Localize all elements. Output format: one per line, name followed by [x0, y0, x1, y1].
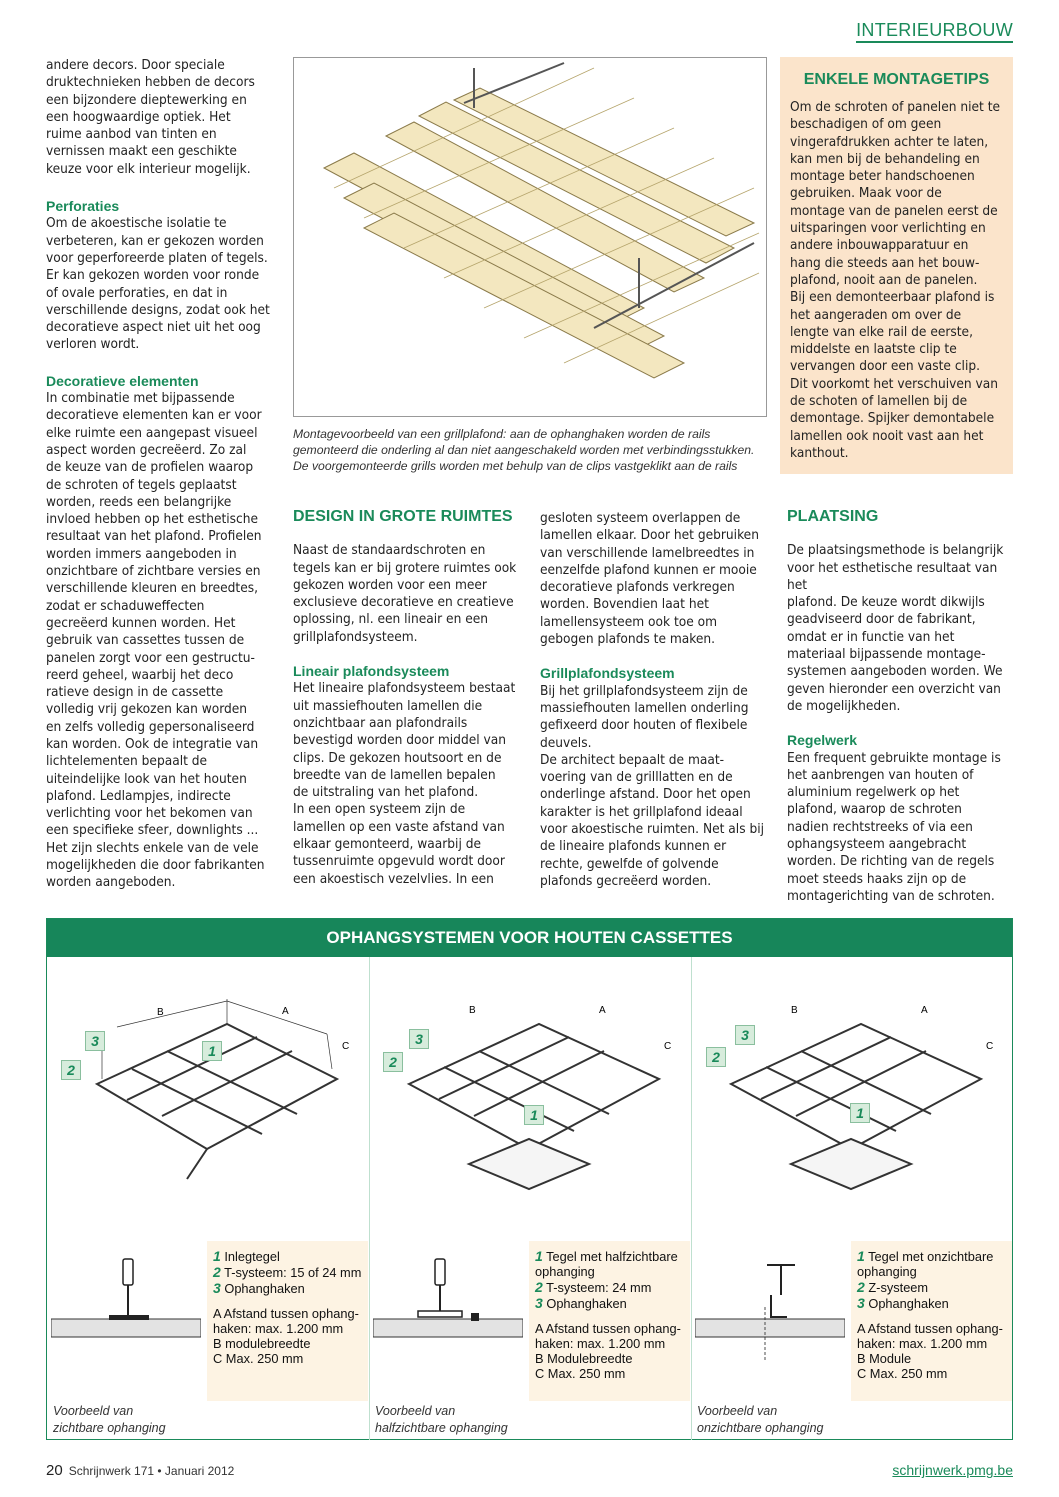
callout-1: 1	[850, 1103, 870, 1123]
montagetips-text: Om de schroten of panelen niet te beschadigen of om geen vingerafdrukken achter te laten, kan men bij de behandeling en montage beter handschoenen gebruiken. Maak voor de montage van de panelen eerst de uitsparingen voor verlichting en andere inbouwapparatuur en hang die steeds aan het bouw- plafond, nooit aan de panelen. Bij een demonteerbaar plafond is het aangeraden om over de lengte van elke rail de eerste, middelste en laatste clip te vervangen door een vaste clip. Dit voorkomt het verschuiven van de schoten of lamellen bij de demontage. Spijker demontabele lamellen ook nooit vast aan het kanthout.	[790, 99, 1001, 461]
section-tag: INTERIEURBOUW	[856, 20, 1013, 43]
grill-paragraph: Bij het grillplafondsysteem zijn de massiefhouten lamellen onderling gefixeerd door houten of flexibele deuvels. De architect bepaalt de maat- voering van de grilllatten en de onderlinge afstand. Door het open karakter is het grillplafond ideaal voor akoestische ruimten. Net als bij de lineaire plafonds kunnen er rechte, gewelfde of golvende plafonds gecreëerd worden.	[540, 682, 765, 889]
onzichtbare-grid-diagram	[701, 989, 1001, 1199]
dimension-c-label: C	[342, 1041, 350, 1052]
caption-halfzichtbare: Voorbeeld van halfzichtbare ophanging	[375, 1404, 508, 1435]
grill-heading: Grillplafondsysteem	[540, 665, 675, 682]
halfzichtbare-grid-diagram	[379, 989, 679, 1199]
callout-1: 1	[202, 1041, 222, 1061]
publication-info: Schrijnwerk 171 • Januari 2012	[68, 1464, 235, 1478]
perforaties-paragraph: Om de akoestische isolatie te verbeteren, kan er gekozen worden voor geperforeerde platen of tegels. Er kan gekozen worden voor ronde of ovale perforaties, en dat in verschillende designs, zodat ook het decoratieve aspect niet uit het oog verloren wordt.	[46, 215, 270, 353]
design-heading: DESIGN IN GROTE RUIMTES	[293, 508, 513, 525]
legend-2: 1 Tegel met halfzichtbare ophanging 2 T-systeem: 24 mm 3 Ophanghaken A Afstand tussen ophang- haken: max. 1.200 mm B Modulebreedte C Max. 250 mm	[529, 1241, 690, 1401]
page-number: 20	[46, 1462, 63, 1479]
lineair-paragraph: Het lineaire plafondsysteem bestaat uit massiefhouten lamellen die onzichtbaar aan plafondrails bevestigd worden door middel van clips. De gekozen houtsoort en de breedte van de lamellen bepalen de uitstraling van het plafond. In een open systeem zijn de lamellen op een vaste afstand van elkaar gemonteerd, waarbij de tussenruimte opgevuld wordt door een akoestisch vezelvlies. In een	[293, 680, 516, 887]
callout-2: 2	[383, 1052, 403, 1072]
svg-text:C: C	[664, 1041, 672, 1052]
perforaties-heading: Perforaties	[46, 198, 120, 215]
zichtbare-profile-diagram	[51, 1251, 201, 1361]
column-1	[46, 57, 278, 892]
dimension-a-label: A	[282, 1006, 289, 1017]
legend-3: 1 Tegel met onzichtbare ophanging 2 Z-systeem 3 Ophanghaken A Afstand tussen ophang- haken: max. 1.200 mm B Module C Max. 250 mm	[851, 1241, 1012, 1401]
halfzichtbare-profile-diagram	[373, 1251, 523, 1361]
svg-text:B: B	[469, 1005, 476, 1016]
svg-text:C: C	[986, 1041, 994, 1052]
callout-2: 2	[706, 1047, 726, 1067]
decoratieve-heading: Decoratieve elementen	[46, 372, 199, 389]
grillplafond-figure	[293, 57, 767, 417]
legend-1-item-3: Ophanghaken	[224, 1281, 305, 1296]
panel-title: OPHANGSYSTEMEN VOOR HOUTEN CASSETTES	[47, 919, 1012, 957]
footer-left	[46, 1462, 234, 1479]
montagetips-box	[780, 57, 1013, 474]
svg-text:A: A	[599, 1005, 606, 1016]
callout-3: 3	[409, 1029, 429, 1049]
lineair-heading: Lineair plafondsysteem	[293, 663, 450, 680]
onzichtbare-profile-diagram	[695, 1251, 845, 1361]
legend-2-item-1: Tegel met halfzichtbare ophanging	[535, 1249, 678, 1279]
svg-text:B: B	[791, 1005, 798, 1016]
svg-text:A: A	[921, 1005, 928, 1016]
legend-3-item-3: Ophanghaken	[868, 1296, 949, 1311]
callout-3: 3	[735, 1025, 755, 1045]
callout-2: 2	[61, 1060, 81, 1080]
plaatsing-paragraph: De plaatsingsmethode is belangrijk voor het esthetische resultaat van het plafond. De keuze wordt dikwijls geadviseerd door de fabrikant, omdat er in functie van het materiaal bijpassende montage- systemen aangeboden worden. We geven hieronder een overzicht van de mogelijkheden.	[787, 542, 1004, 714]
legend-1: 1 Inlegtegel 2 T-systeem: 15 of 24 mm 3 Ophanghaken A Afstand tussen ophang- haken: max. 1.200 mm B modulebreedte C Max. 250 mm	[207, 1241, 368, 1401]
intro-paragraph: andere decors. Door speciale druktechnieken hebben de decors een bijzondere dieptewerking en een hoogwaardige optiek. Het ruime aanbod van tinten en vernissen maakt een geschikte keuze voor elk interieur mogelijk.	[46, 57, 255, 177]
dimension-b-label: B	[157, 1007, 164, 1018]
legend-1-dims: A Afstand tussen ophang- haken: max. 1.200 mm B modulebreedte C Max. 250 mm	[213, 1306, 359, 1366]
legend-2-dims: A Afstand tussen ophang- haken: max. 1.200 mm B Modulebreedte C Max. 250 mm	[535, 1321, 681, 1381]
grillplafond-illustration	[294, 58, 766, 416]
montagetips-title: ENKELE MONTAGETIPS	[803, 71, 990, 88]
callout-1: 1	[524, 1105, 544, 1125]
column-2	[293, 508, 521, 888]
column-3	[540, 510, 768, 890]
ophangsystemen-panel	[46, 918, 1013, 1440]
caption-onzichtbare: Voorbeeld van onzichtbare ophanging	[697, 1404, 824, 1435]
gesloten-paragraph: gesloten systeem overlappen de lamellen elkaar. Door het gebruiken van verschillende lamelbreedtes in eenzelfde plafond kunnen er mooie decoratieve plafonds verkregen worden. Bovendien laat het lamellensysteem ook toe om gebogen plafonds te maken.	[540, 510, 759, 648]
decoratieve-paragraph: In combinatie met bijpassende decoratieve elementen kan er voor elke ruimte een aangepast visueel aspect worden gecreëerd. Zo zal de keuze van de profielen waarop de schroten of tegels geplaatst worden, reeds een belangrijke invloed hebben op het esthetische resultaat van het plafond. Profielen worden immers aangeboden in onzichtbare of zichtbare versies en verschillende kleuren en breedtes, zodat er schaduweffecten gecreëerd kunnen worden. Het gebruik van cassettes tussen de panelen zorgt voor een gestructu- reerd geheel, waarbij het deco ratieve design in de cassette volledig vrij gekozen kan worden en zelfs volledig gepersonaliseerd kan worden. Ook de integratie van lichtelementen bepaalt de uiteindelijke look van het houten plafond. Ledlampjes, indirecte verlichting voor het bekomen van een specifieke sfeer, downlights ... Het zijn slechts enkele van de vele mogelijkheden die door fabrikanten worden aangeboden.	[46, 390, 265, 891]
website-link[interactable]: schrijnwerk.pmg.be	[892, 1462, 1013, 1478]
zichtbare-grid-diagram	[57, 989, 357, 1189]
legend-3-dims: A Afstand tussen ophang- haken: max. 1.200 mm B Module C Max. 250 mm	[857, 1321, 1003, 1381]
legend-3-item-2: Z-systeem	[868, 1280, 929, 1295]
regelwerk-paragraph: Een frequent gebruikte montage is het aanbrengen van houten of aluminium regelwerk op het plafond, waarop de schroten nadien rechtstreeks of via een ophangsysteem aangebracht worden. De richting van de regels moet steeds haaks zijn op de montagerichting van de schroten.	[787, 749, 1001, 904]
caption-zichtbare: Voorbeeld van zichtbare ophanging	[53, 1404, 166, 1435]
callout-3: 3	[85, 1031, 105, 1051]
legend-2-item-2: T-systeem: 24 mm	[546, 1280, 652, 1295]
regelwerk-heading: Regelwerk	[787, 732, 858, 749]
legend-1-item-1: Inlegtegel	[224, 1249, 280, 1264]
column-4	[787, 508, 1017, 905]
legend-3-item-1: Tegel met onzichtbare ophanging	[857, 1249, 994, 1279]
design-paragraph: Naast de standaardschroten en tegels kan er bij grotere ruimtes ook gekozen worden voor een meer exclusieve decoratieve en creatieve oplossing, nl. een lineair en een grillplafondsysteem.	[293, 542, 517, 645]
legend-2-item-3: Ophanghaken	[546, 1296, 627, 1311]
legend-1-item-2: T-systeem: 15 of 24 mm	[224, 1265, 362, 1280]
plaatsing-heading: PLAATSING	[787, 508, 879, 525]
figure-caption: Montagevoorbeeld van een grillplafond: aan de ophanghaken worden de rails gemonteerd die onderling al dan niet aangeschakeld worden met verbindingsstukken. De voorgemonteerde grills worden met behulp van de clips vastgeklikt aan de rails	[293, 427, 755, 473]
